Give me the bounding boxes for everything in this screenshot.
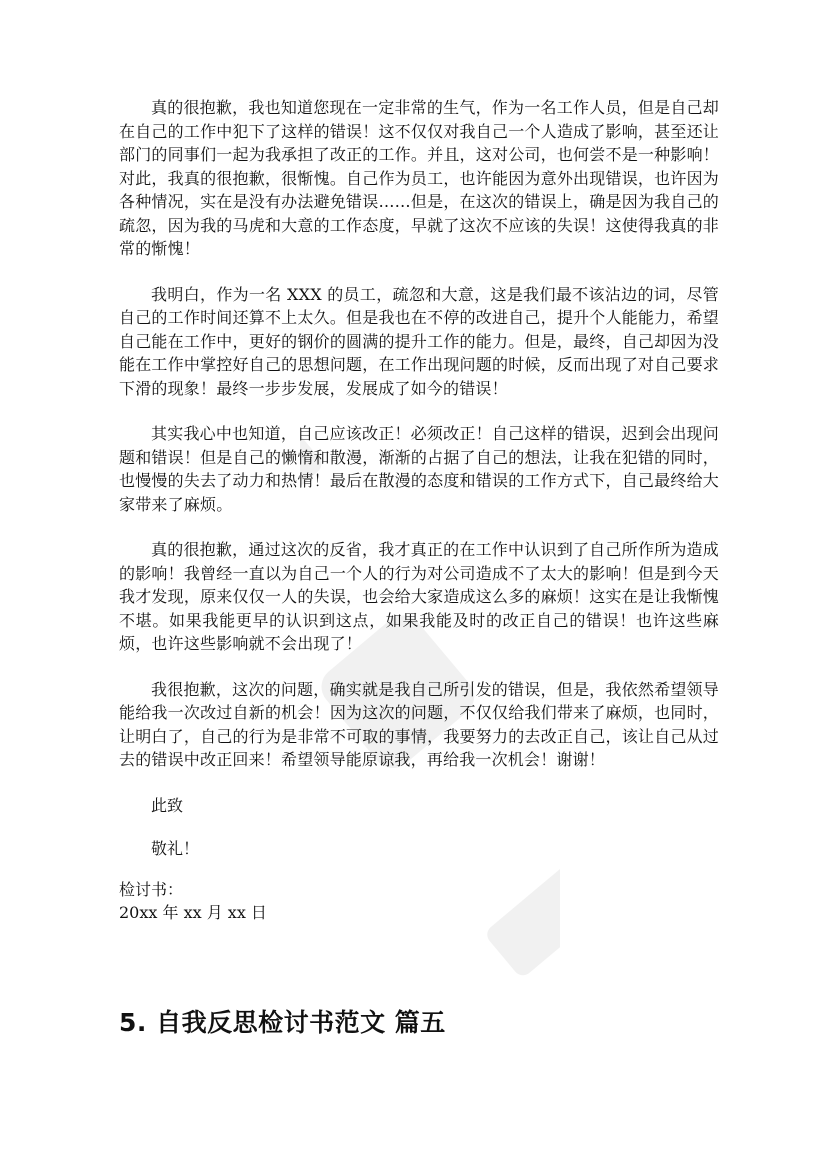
signature-label: 检讨书： <box>119 880 184 899</box>
paragraph-2: 我明白，作为一名 XXX 的员工，疏忽和大意，这是我们最不该沾边的词，尽管自己的工作时间还算不上太久。但是我也在不停的改进自己，提升个人能能力，希望自己能在工作中，更好的钢价的圆满的提升工作的能力。但是，最终，自己却因为没能在工作中掌控好自己的思想问题，在工作出现问题的时候，反而出现了对自己要求下滑的现象！最终一步步发展，发展成了如今的错误！ <box>119 284 719 398</box>
paragraph-1: 真的很抱歉，我也知道您现在一定非常的生气，作为一名工作人员，但是自己却在自己的工作中犯下了这样的错误！这不仅仅对我自己一个人造成了影响，甚至还让部门的同事们一起为我承担了改正的工作。并且，这对公司，也何尝不是一种影响！对此，我真的很抱歉，很惭愧。自己作为员工，也许能因为意外出现错误，也许因为各种情况，实在是没有办法避免错误……但是，在这次的错误上，确是因为我自己的疏忽，因为我的马虎和大意的工作态度，早就了这次不应该的失误！这使得我真的非常的惭愧！ <box>119 98 719 258</box>
closing-line-1: 此致 <box>151 795 184 815</box>
paragraph-3: 其实我心中也知道，自己应该改正！必须改正！自己这样的错误，迟到会出现问题和错误！但是自己的懒惰和散漫，渐渐的占据了自己的想法，让我在犯错的同时，也慢慢的失去了动力和热情！最后在散漫的态度和错误的工作方式下，自己最终给大家带来了麻烦。 <box>119 424 719 514</box>
closing-line-2: 敬礼！ <box>151 839 200 858</box>
letter-body <box>119 96 719 881</box>
signature-block <box>119 878 267 924</box>
paragraph-5: 我很抱歉，这次的问题，确实就是我自己所引发的错误，但是，我依然希望领导能给我一次改过自新的机会！因为这次的问题，不仅仅给我们带来了麻烦，也同时，让明白了，自己的行为是非常不可取的事情，我要努力的去改正自己，该让自己从过去的错误中改正回来！希望领导能原谅我，再给我一次机会！谢谢！ <box>119 679 719 769</box>
paragraph-4: 真的很抱歉，通过这次的反省，我才真正的在工作中认识到了自己所作所为造成的影响！我曾经一直以为自己一个人的行为对公司造成不了太大的影响！但是到今天我才发现，原来仅仅一人的失误，也会给大家造成这么多的麻烦！这实在是让我惭愧不堪。如果我能更早的认识到这点，如果我能及时的改正自己的错误！也许这些麻烦，也许这些影响就不会出现了！ <box>119 540 719 653</box>
signature-date: 20xx 年 xx 月 xx 日 <box>119 903 267 922</box>
section-heading: 5. 自我反思检讨书范文 篇五 <box>119 1008 446 1037</box>
